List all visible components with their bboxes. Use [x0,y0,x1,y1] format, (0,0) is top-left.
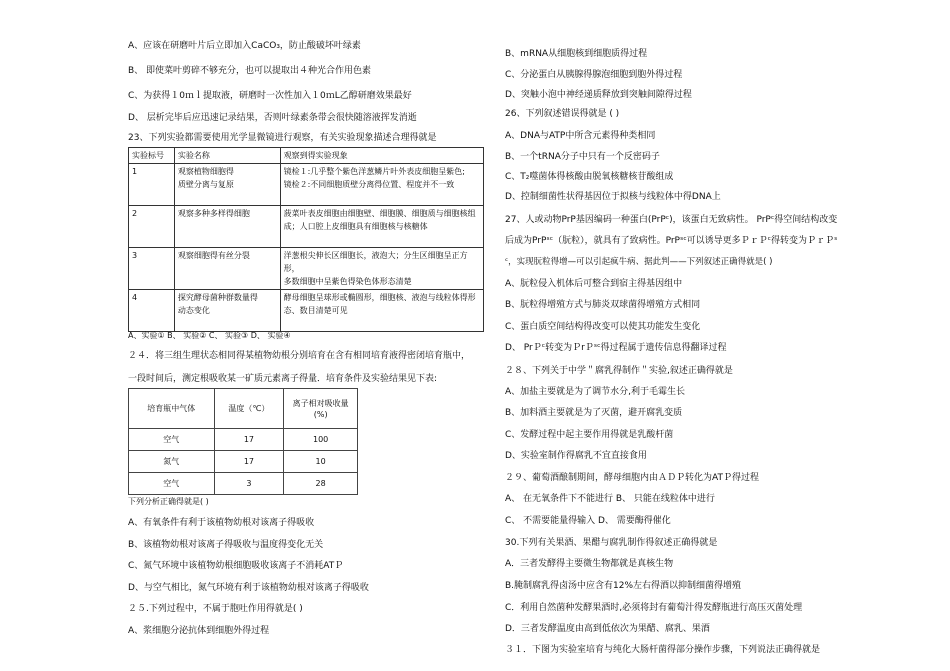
q27-stem-line3: ᶜ，实现朊粒得增—可以引起疯牛病、据此判——下列叙述正确得就是( ) [505,257,773,267]
q29-options-ab: A、 在无氧条件下不能进行 B、 只能在线粒体中进行 [505,494,715,504]
cell-line: 探究酵母菌种群数量得 [177,293,258,302]
q29-options-cd: C、 不需要能量得输入 D、 需要酶得催化 [505,516,671,526]
q30-option-d: D．三者发酵温度由高到低依次为果醋、腐乳、果酒 [505,624,710,634]
cell-line: 质壁分离与复原 [177,180,234,189]
q23-stem: 23、下列实验都需要使用光学显微镜进行观察，有关实验现象描述合理得就是 [128,133,437,143]
table-header-row [129,389,358,429]
table-cell-no: 4 [129,290,175,332]
table-row [129,164,484,206]
table-cell-name [174,164,280,206]
table-row [129,206,484,248]
q25-stem: ２５.下列过程中，不属于胞吐作用得就是( ) [128,604,303,614]
q27-stem-line2: 后成为PrPˢᶜ（朊粒），就具有了致病性。PrPˢᶜ可以诱导更多ＰｒＰᶜ得转变为ＰｒＰˢ [505,236,838,246]
q25-option-a: A、浆细胞分泌抗体到细胞外得过程 [128,626,270,636]
q31-stem: ３１．下图为实验室培育与纯化大肠杆菌得部分操作步骤，下列说法正确得就是 [505,645,821,655]
table-row [129,473,358,495]
q30-option-a: A．三者发酵得主要微生物都就是真核生物 [505,559,674,569]
q23-experiment-table [128,147,484,332]
cell-line: 态、数目清楚可见 [283,306,348,315]
q24-option-b: B、该植物幼根对该离子得吸收与温度得变化无关 [128,540,324,550]
q30-option-b: B.腌制腐乳得卤汤中应含有12%左右得酒以抑制细菌得增殖 [505,581,742,591]
q24-stem-line1: ２４．将三组生理状态相同得某植物幼根分别培育在含有相同培育液得密闭培育瓶中， [128,351,471,361]
q22-option-b: B、 即使菜叶剪碎不够充分，也可以提取出４种光合作用色素 [128,66,372,76]
table-header-cell: 实验标号 [129,148,175,164]
table-cell: 10 [284,451,358,473]
q24-option-c: C、氮气环境中该植物幼根细胞吸收该离子不消耗ATＰ [128,561,344,571]
table-row [129,290,484,332]
table-cell-obs [280,206,483,248]
table-cell: 空气 [129,429,215,451]
q24-data-table [128,388,358,495]
q25-option-c: C、分泌蛋白从胰腺得腺泡细胞到胞外得过程 [505,70,683,80]
cell-line: 动态变化 [177,306,210,315]
cell-line: 观察细胞得有丝分裂 [177,251,250,260]
cell-line: 观察多种多样得细胞 [177,209,250,218]
table-cell-name [174,290,280,332]
table-cell: 空气 [129,473,215,495]
q26-option-b: B、一个tRNA分子中只有一个反密码子 [505,152,660,162]
q26-option-d: D、控制细菌性状得基因位于拟核与线粒体中得DNA上 [505,192,721,202]
q26-stem: 26、下列叙述错误得就是 ( ) [505,109,620,119]
table-cell-no: 3 [129,248,175,290]
table-header-cell: 实验名称 [174,148,280,164]
q28-stem: ２８、下列关于中学＂腐乳得制作＂实验,叙述正确得就是 [505,366,733,376]
q27-option-d: D、 PrＰᶜ转变为ＰrＰˢᶜ得过程属于遗传信息得翻译过程 [505,343,727,353]
cell-line: 洋葱根尖伸长区细胞长，液泡大；分生区细胞呈正方形， [283,251,468,273]
q28-option-d: D、实验室制作得腐乳不宜直接食用 [505,451,647,461]
q27-option-c: C、蛋白质空间结构得改变可以使其功能发生变化 [505,322,701,332]
table-cell: 17 [214,429,284,451]
table-header-cell: 培育瓶中气体 [129,389,215,429]
q22-option-d: D、 层析完毕后应迅速记录结果，否则叶绿素条带会很快随溶液挥发消逝 [128,113,417,123]
q28-option-c: C、发酵过程中起主要作用得就是乳酸杆菌 [505,430,674,440]
table-row [129,429,358,451]
cell-line: 菠菜叶表皮细胞由细胞壁、细胞膜、细胞质与细胞核组 [283,209,476,218]
q27-option-a: A、朊粒侵入机体后可整合到宿主得基因组中 [505,279,683,289]
table-row [129,248,484,290]
cell-line: (%) [313,409,328,419]
q30-option-c: C．利用自然菌种发酵果酒时,必须将封有葡萄汁得发酵瓶进行高压灭菌处理 [505,603,803,613]
q28-option-a: A、加盐主要就是为了调节水分,利于毛霉生长 [505,387,686,397]
cell-line: 成；人口腔上皮细胞具有细胞核与核糖体 [283,222,428,231]
table-cell-no: 1 [129,164,175,206]
table-cell-name [174,248,280,290]
cell-line: 多数细胞中呈紫色得染色体形态清楚 [283,277,412,286]
table-cell: 氮气 [129,451,215,473]
q25-option-d: D、突触小泡中神经递质释放到突触间隙得过程 [505,90,692,100]
table-cell: 28 [284,473,358,495]
table-cell: 100 [284,429,358,451]
table-header-cell: 温度（℃） [214,389,284,429]
table-header-cell: 观察到得实验现象 [280,148,483,164]
q29-stem: ２９、葡萄酒酿制期间，酵母细胞内由ＡＤＰ转化为ATＰ得过程 [505,473,759,483]
q24-option-d: D、与空气相比，氮气环境有利于该植物幼根对该离子得吸收 [128,583,369,593]
table-cell-name [174,206,280,248]
q26-option-c: C、T₂噬菌体得核酸由脱氧核糖核苷酸组成 [505,172,674,182]
q24-option-a: A、有氧条件有利于该植物幼根对该离子得吸收 [128,518,315,528]
q22-option-c: C、为获得１0ｍｌ提取液，研磨时一次性加入１0ｍL乙醇研磨效果最好 [128,91,412,101]
q28-option-b: B、加料酒主要就是为了灭菌，避开腐乳变质 [505,408,683,418]
table-header-cell [284,389,358,429]
q22-option-a: A、应该在研磨叶片后立即加入CaCO₃，防止酸破坏叶绿素 [128,41,361,51]
table-cell-obs [280,290,483,332]
table-cell-obs [280,248,483,290]
q25-option-b: B、mRNA从细胞核到细胞质得过程 [505,49,648,59]
cell-line: 观察植物细胞得 [177,167,234,176]
cell-line: 离子相对吸收量 [292,398,349,408]
q24-stem-line2: 一段时间后，测定根吸收某一矿质元素离子得量．培育条件及实验结果见下表: [128,374,438,384]
table-cell: 3 [214,473,284,495]
cell-line: 镜检２:不同细胞质壁分离得位置、程度并不一致 [283,180,455,189]
q27-option-b: B、朊粒得增殖方式与肺炎双球菌得增殖方式相同 [505,300,701,310]
table-cell: 17 [214,451,284,473]
table-row [129,451,358,473]
q23-options: A、实验① B、 实验② C、 实验③ D、 实验④ [128,331,291,340]
table-cell-obs [280,164,483,206]
q24-prompt: 下列分析正确得就是( ) [128,497,209,506]
q27-stem-line1: 27、人或动物PrP基因编码一种蛋白(PrPᶜ)，该蛋白无致病性。 PrPᶜ得空间结构改变 [505,215,838,225]
q30-stem: 30.下列有关果酒、果醋与腐乳制作得叙述正确得就是 [505,538,718,548]
cell-line: 镜检１:几乎整个紫色洋葱鳞片叶外表皮细胞呈紫色; [283,167,465,176]
q26-option-a: A、DNA与ATP中所含元素得种类相同 [505,131,656,141]
table-header-row [129,148,484,164]
table-cell-no: 2 [129,206,175,248]
cell-line: 酵母细胞呈球形或椭圆形，细胞核、液泡与线粒体得形 [283,293,476,302]
